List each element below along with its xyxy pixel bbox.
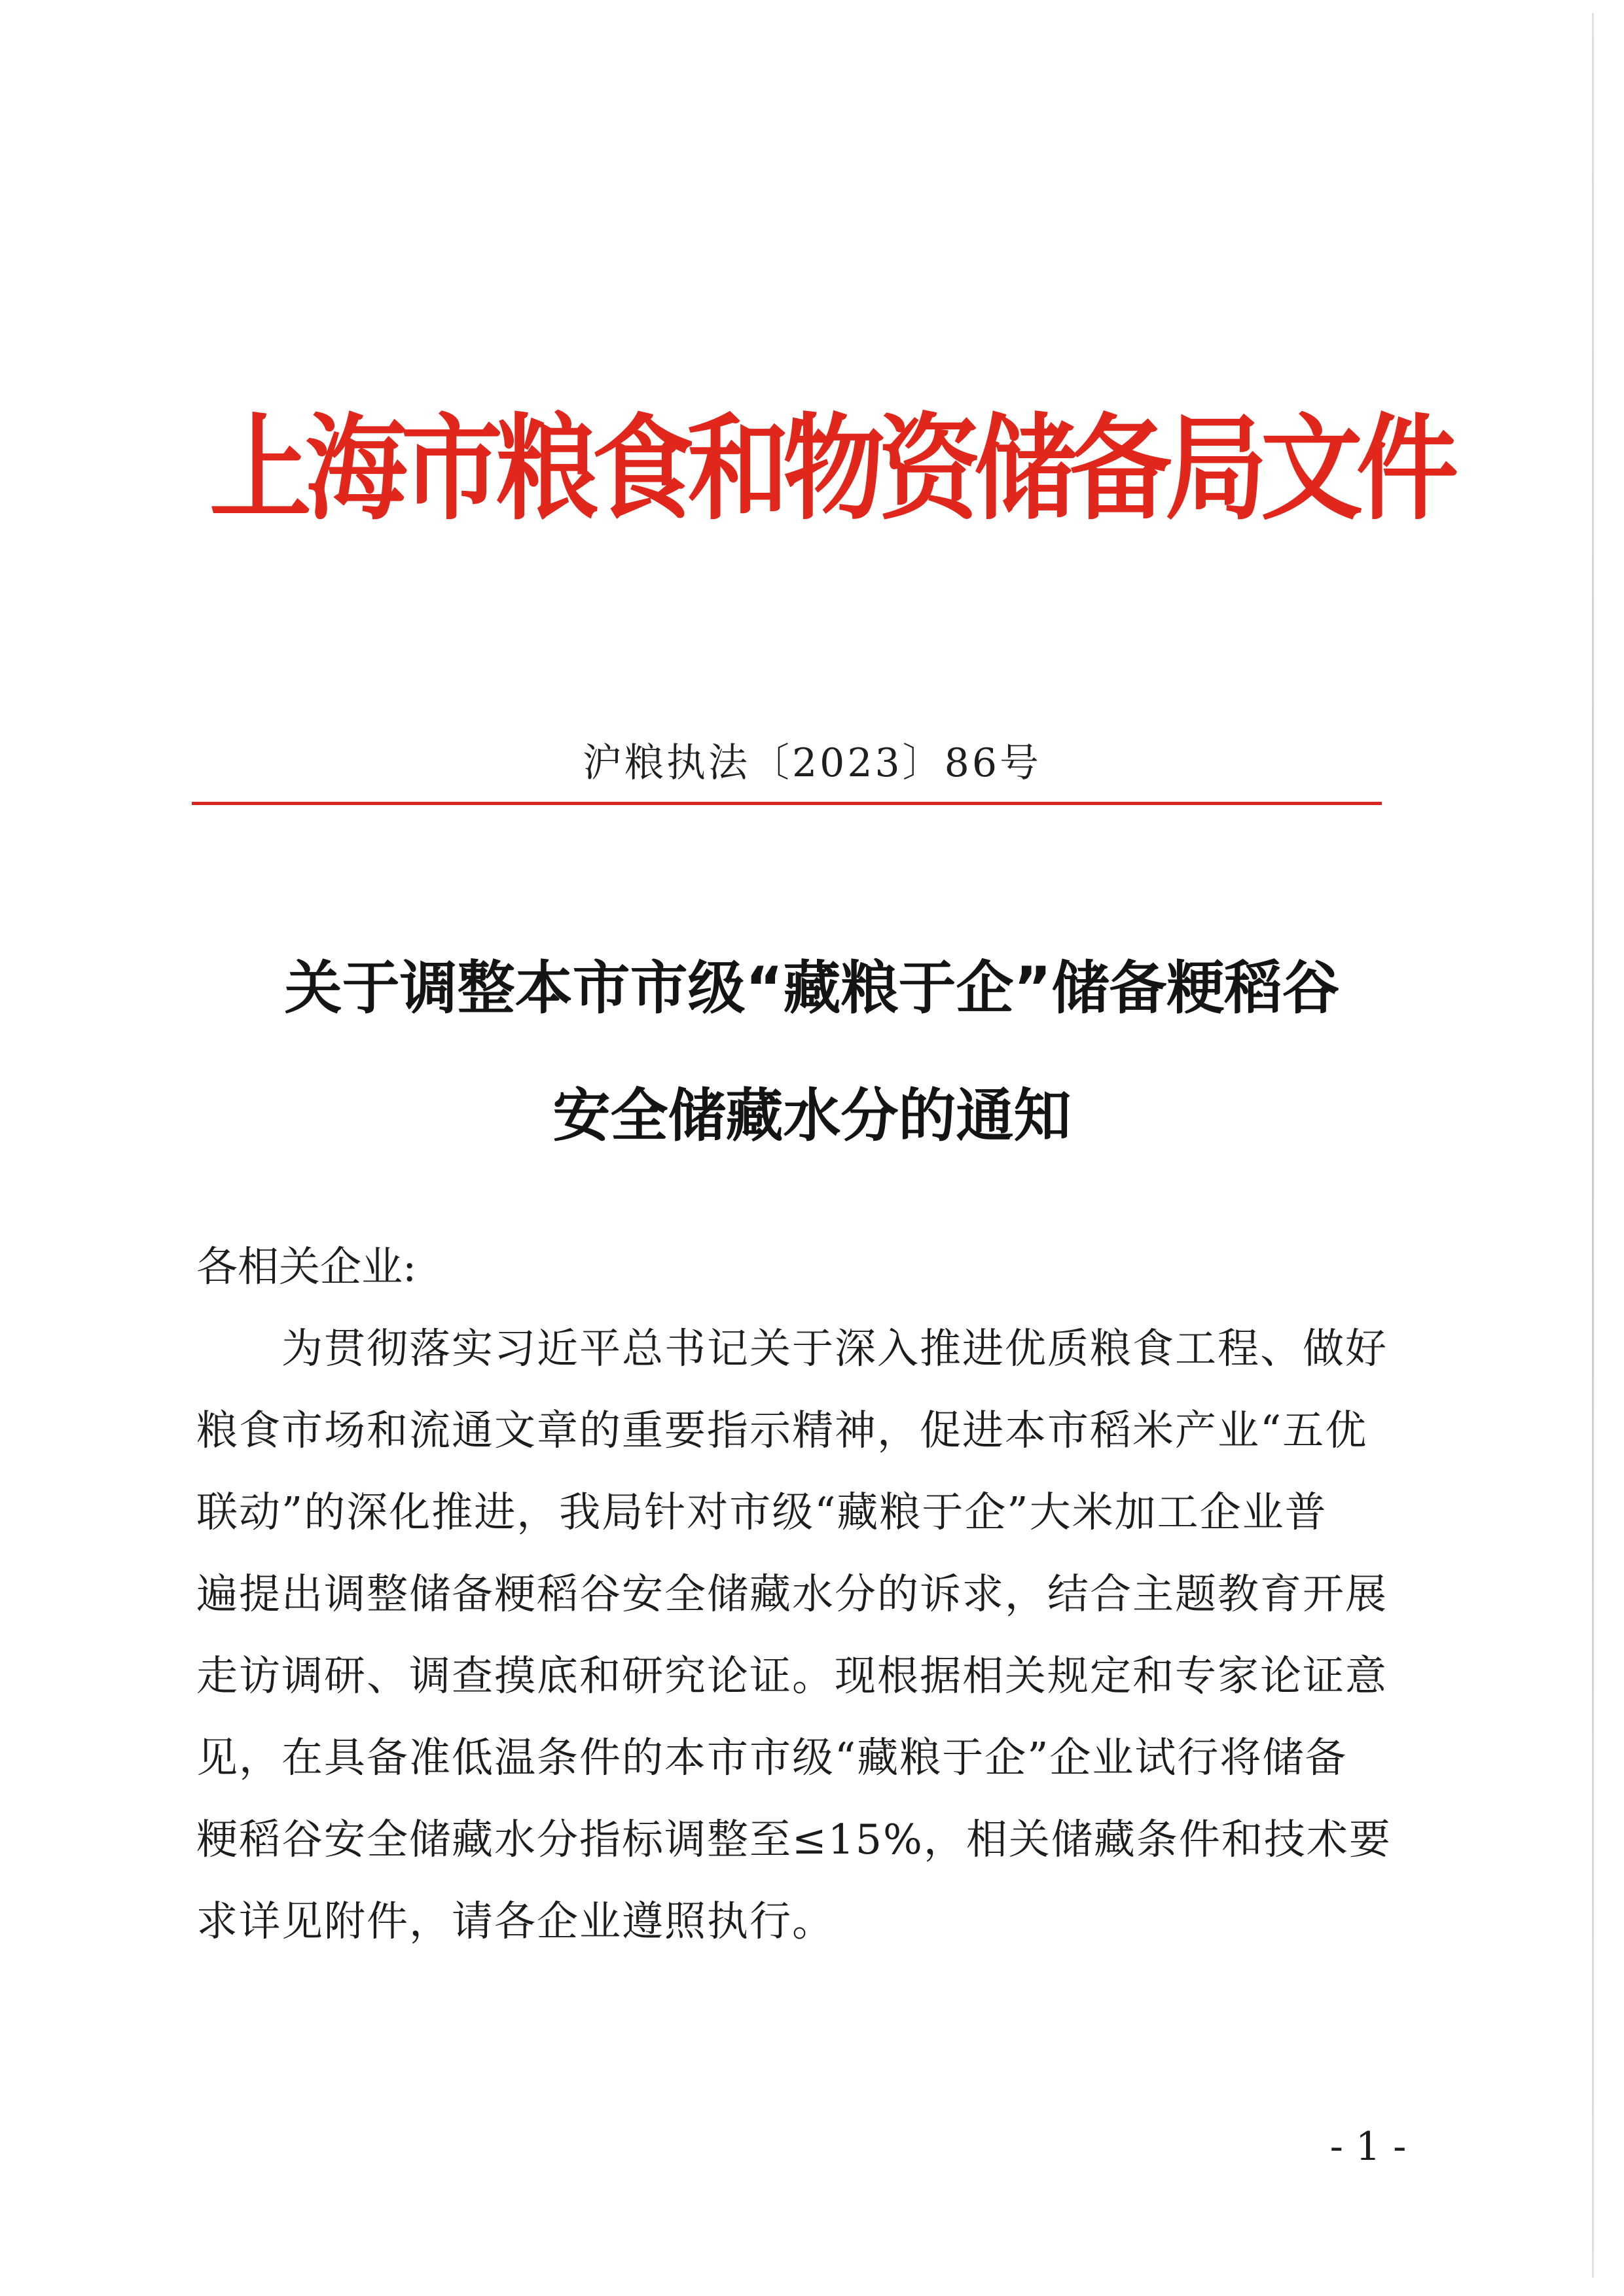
body-line-4: 遍提出调整储备粳稻谷安全储藏水分的诉求，结合主题教育开展 — [196, 1570, 1388, 1618]
body-line-7: 粳稻谷安全储藏水分指标调整至≤15%，相关储藏条件和技术要 — [196, 1816, 1392, 1863]
notice-title-line-2: 安全储藏水分的通知 — [552, 1082, 1072, 1149]
salutation: 各相关企业: — [196, 1243, 417, 1291]
notice-title-line-1: 关于调整本市市级“藏粮于企”储备粳稻谷 — [284, 954, 1340, 1022]
body-line-8: 求详见附件，请各企业遵照执行。 — [196, 1897, 835, 1945]
page-number: - 1 - — [1329, 2124, 1407, 2170]
header-divider — [192, 802, 1382, 805]
body-line-6: 见，在具备准低温条件的本市市级“藏粮于企”企业试行将储备 — [196, 1734, 1348, 1782]
body-line-2: 粮食市场和流通文章的重要指示精神，促进本市稻米产业“五优 — [196, 1407, 1368, 1454]
body-line-3: 联动”的深化推进，我局针对市级“藏粮于企”大米加工企业普 — [196, 1488, 1327, 1536]
body-line-1: 为贯彻落实习近平总书记关于深入推进优质粮食工程、做好 — [281, 1325, 1388, 1372]
document-number: 沪粮执法〔2023〕86号 — [582, 740, 1042, 786]
issuer-title: 上海市粮食和物资储备局文件 — [209, 401, 1452, 536]
body-line-5: 走访调研、调查摸底和研究论证。现根据相关规定和专家论证意 — [196, 1652, 1388, 1700]
